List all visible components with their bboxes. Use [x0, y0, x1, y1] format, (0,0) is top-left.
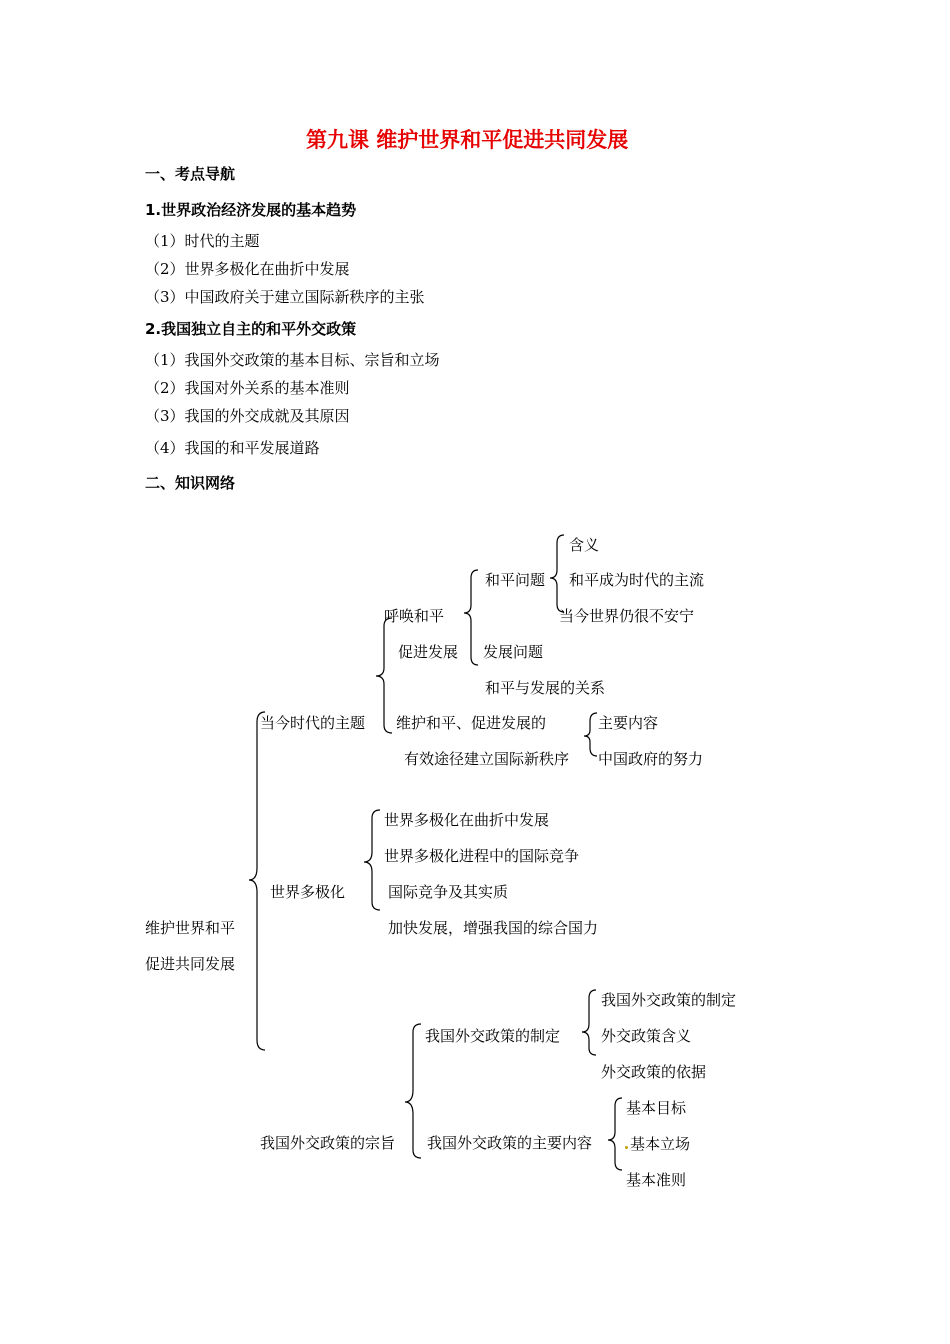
relation-node: 和平与发展的关系 — [485, 679, 606, 697]
making-bracket — [582, 990, 596, 1055]
multi-item-4: 加快发展，增强我国的综合国力 — [388, 919, 599, 937]
multi-item-3: 国际竞争及其实质 — [388, 883, 509, 901]
peace-meaning: 含义 — [569, 536, 600, 554]
content-item-2: 基本立场 — [630, 1135, 691, 1153]
foreign-node: 我国外交政策的宗旨 — [260, 1134, 396, 1152]
making-node: 我国外交政策的制定 — [425, 1027, 561, 1045]
making-item-3: 外交政策的依据 — [601, 1063, 707, 1081]
group2-heading: 2.我国独立自主的和平外交政策 — [145, 320, 357, 338]
foreign-bracket — [405, 1024, 421, 1158]
content-bracket — [608, 1098, 622, 1170]
hu-bracket — [464, 570, 478, 665]
peace-mainstream: 和平成为时代的主流 — [569, 571, 705, 589]
root-label-line1: 维护世界和平 — [145, 919, 236, 937]
marker-dot — [625, 1146, 628, 1149]
group2-item-1: （1）我国外交政策的基本目标、宗旨和立场 — [145, 351, 440, 369]
theme-bracket — [376, 618, 392, 733]
content-node: 我国外交政策的主要内容 — [427, 1134, 593, 1152]
group1-item-3: （3）中国政府关于建立国际新秩序的主张 — [145, 288, 425, 306]
multi-node: 世界多极化 — [270, 883, 346, 901]
root-bracket — [249, 712, 265, 1050]
making-item-1: 我国外交政策的制定 — [601, 991, 737, 1009]
group2-item-2: （2）我国对外关系的基本准则 — [145, 379, 350, 397]
group1-item-1: （1）时代的主题 — [145, 232, 260, 250]
page-title: 第九课 维护世界和平促进共同发展 — [306, 128, 629, 152]
way-node-line2: 有效途径建立国际新秩序 — [404, 750, 570, 768]
multi-bracket — [364, 810, 380, 910]
root-label-line2: 促进共同发展 — [145, 955, 236, 973]
making-item-2: 外交政策含义 — [601, 1027, 692, 1045]
dev-node: 发展问题 — [483, 643, 544, 661]
theme-node: 当今时代的主题 — [260, 714, 366, 732]
peace-unsafe: 当今世界仍很不安宁 — [559, 607, 695, 625]
content-item-3: 基本准则 — [626, 1171, 687, 1189]
group1-item-2: （2）世界多极化在曲折中发展 — [145, 260, 350, 278]
order-content: 主要内容 — [598, 714, 659, 732]
peace-bracket — [550, 535, 564, 612]
group2-item-4: （4）我国的和平发展道路 — [145, 439, 320, 457]
group2-item-3: （3）我国的外交成就及其原因 — [145, 407, 350, 425]
peace-node: 和平问题 — [485, 571, 546, 589]
order-effort: 中国政府的努力 — [598, 750, 704, 768]
order-bracket — [584, 713, 597, 756]
section2-heading: 二、知识网络 — [145, 474, 236, 492]
multi-item-2: 世界多极化进程中的国际竞争 — [384, 847, 580, 865]
hu-node-line1: 呼唤和平 — [384, 607, 445, 625]
multi-item-1: 世界多极化在曲折中发展 — [384, 811, 550, 829]
group1-heading: 1.世界政治经济发展的基本趋势 — [145, 201, 357, 219]
hu-node-line2: 促进发展 — [398, 643, 459, 661]
content-item-1: 基本目标 — [626, 1099, 687, 1117]
way-node-line1: 维护和平、促进发展的 — [396, 714, 547, 732]
section1-heading: 一、考点导航 — [145, 165, 236, 183]
